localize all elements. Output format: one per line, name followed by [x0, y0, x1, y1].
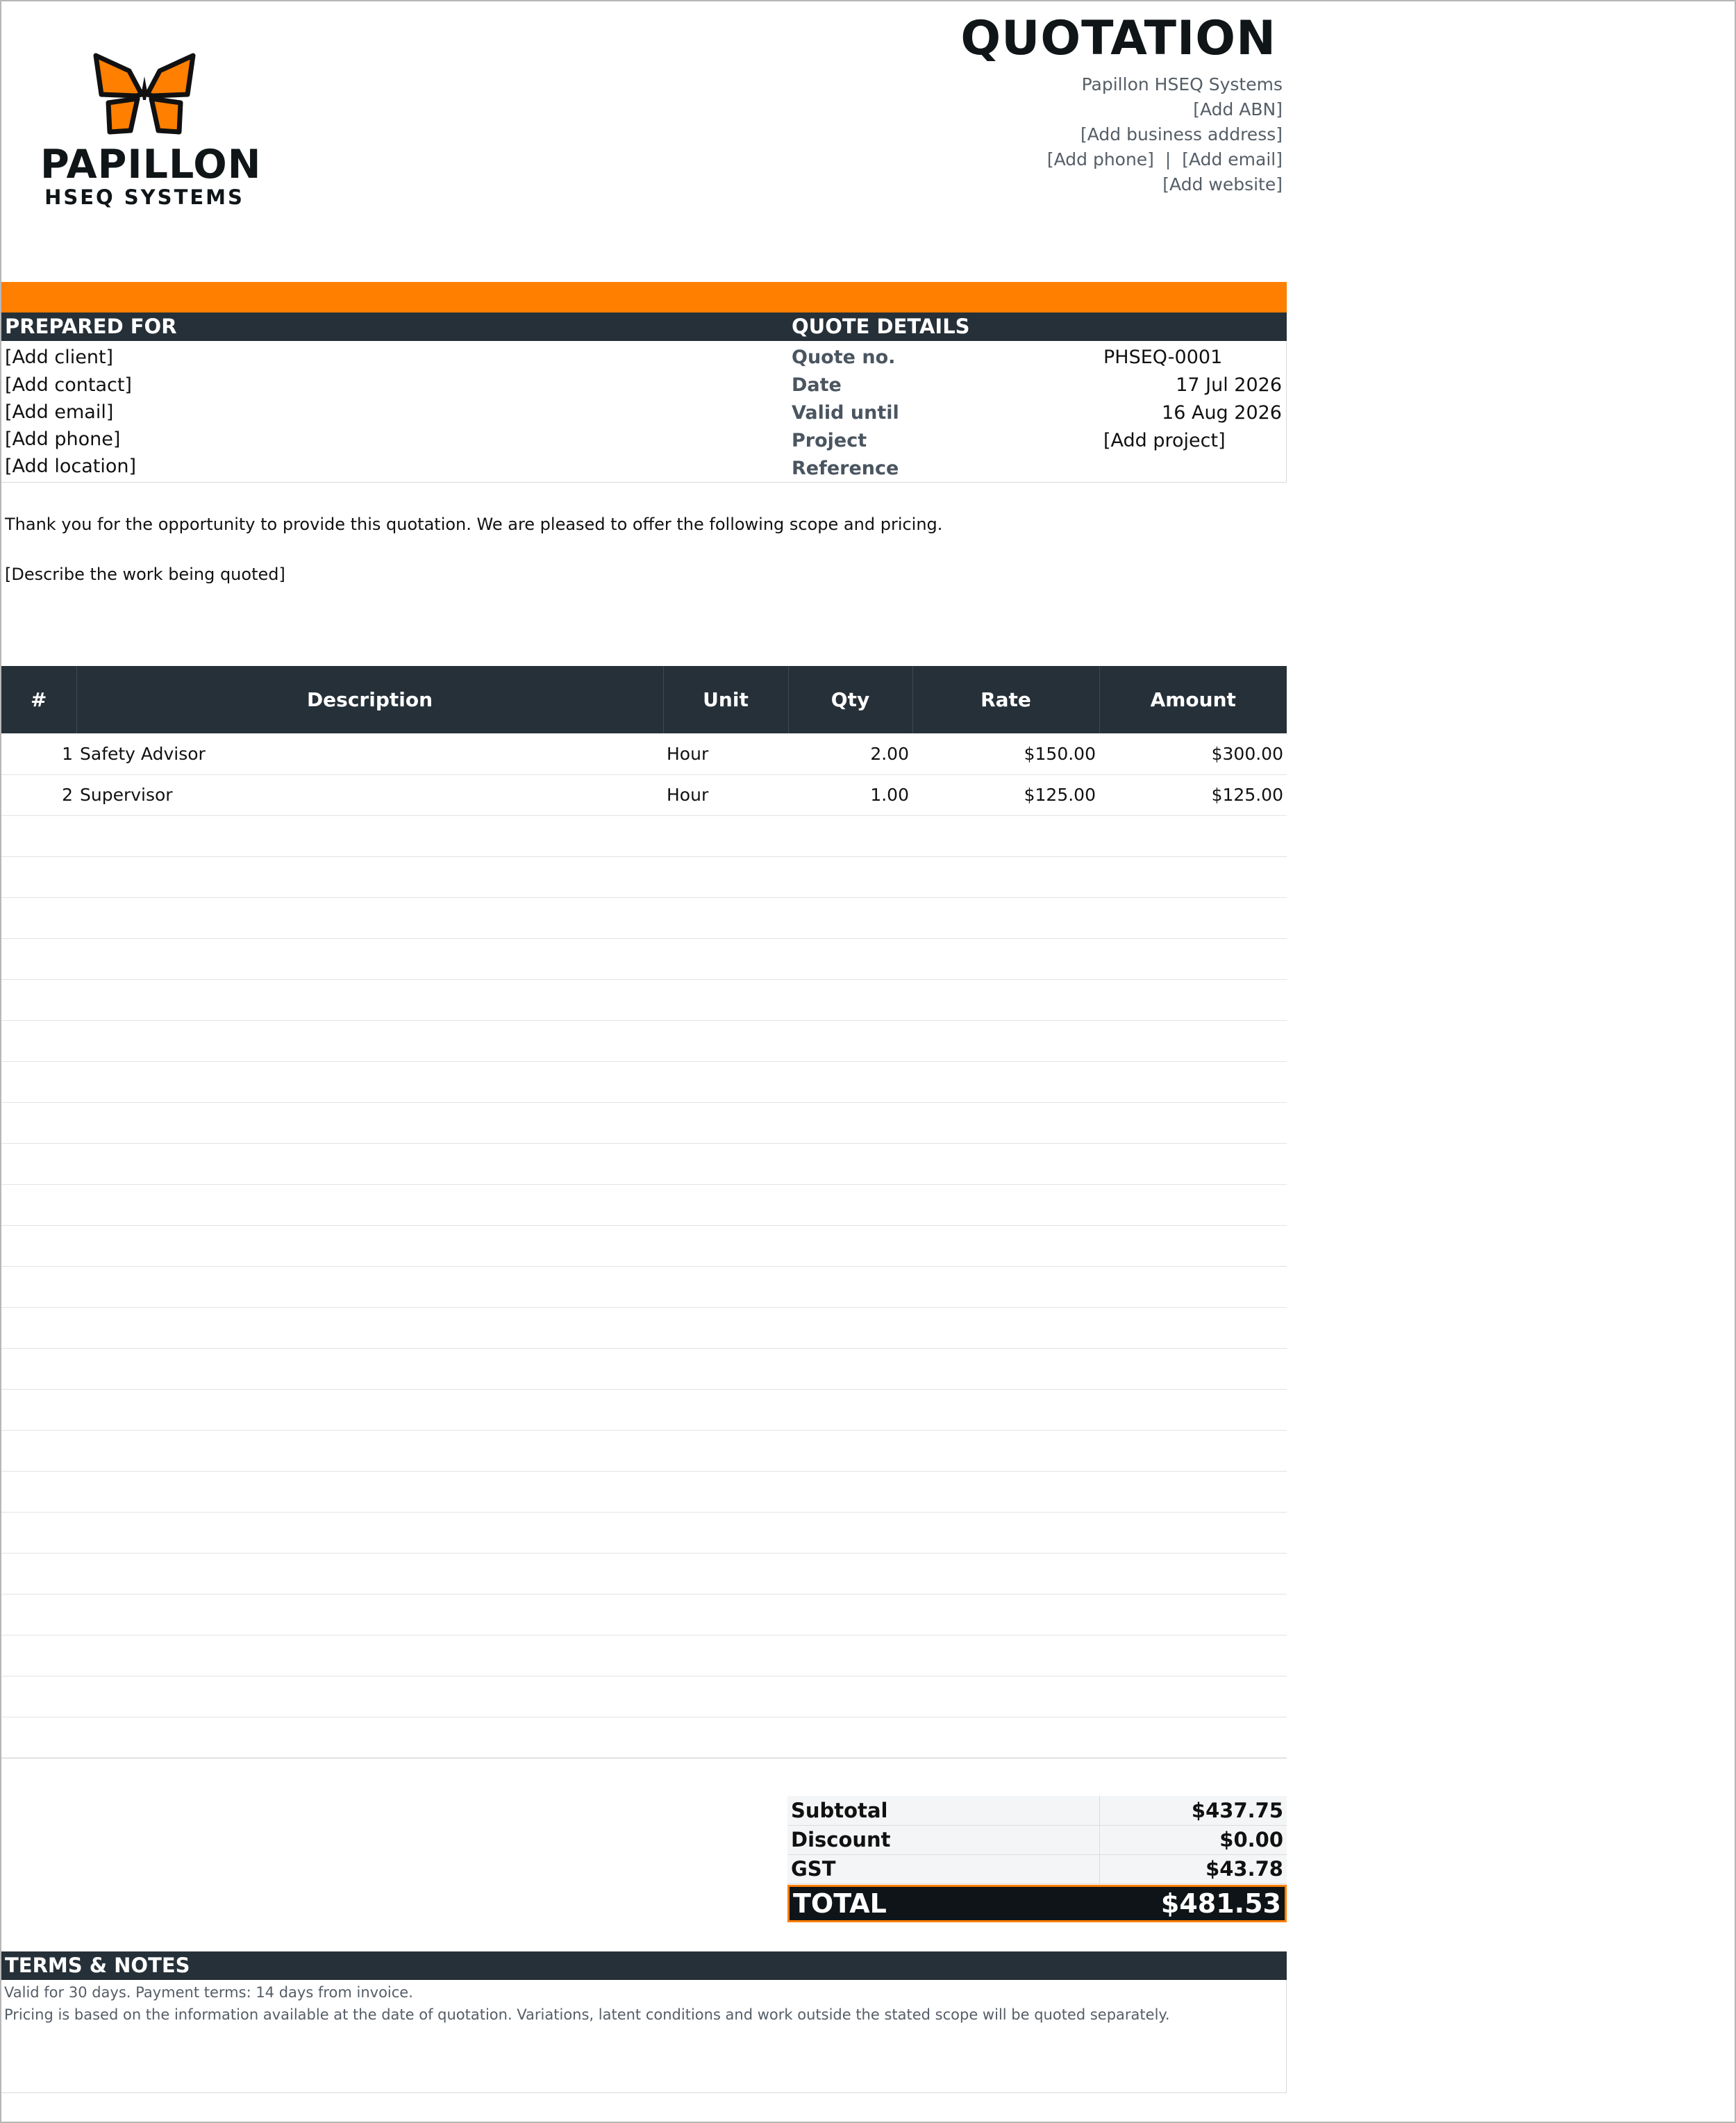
quote-details-heading: QUOTE DETAILS: [789, 313, 1287, 341]
gst-label: GST: [787, 1854, 1099, 1883]
item-amount[interactable]: [1099, 1225, 1287, 1266]
table-row: [1, 1307, 1287, 1348]
item-number[interactable]: [1, 1143, 76, 1184]
item-description[interactable]: [76, 1225, 663, 1266]
item-unit[interactable]: [663, 1471, 788, 1512]
table-row: [1, 815, 1287, 856]
item-description[interactable]: [76, 856, 663, 897]
item-rate[interactable]: [912, 1553, 1099, 1594]
item-description[interactable]: [76, 1717, 663, 1758]
table-row: [1, 1389, 1287, 1430]
item-qty[interactable]: [788, 1184, 912, 1225]
table-row: [1, 1061, 1287, 1102]
item-unit[interactable]: Hour: [663, 774, 788, 815]
item-number[interactable]: [1, 979, 76, 1020]
col-header-unit: Unit: [663, 666, 788, 733]
item-rate[interactable]: [912, 1143, 1099, 1184]
item-rate[interactable]: [912, 1184, 1099, 1225]
table-row: [1, 774, 1287, 815]
item-description[interactable]: Supervisor: [76, 774, 663, 815]
item-rate[interactable]: [912, 1061, 1099, 1102]
item-amount[interactable]: [1099, 1061, 1287, 1102]
table-row: [1, 1143, 1287, 1184]
subtotal-value: $437.75: [1099, 1796, 1287, 1825]
contact-field[interactable]: [Add contact]: [5, 374, 132, 396]
table-row: [1, 1635, 1287, 1676]
item-qty[interactable]: 1.00: [788, 774, 912, 815]
col-header-amount: Amount: [1099, 666, 1287, 733]
item-rate[interactable]: [912, 1307, 1099, 1348]
item-number[interactable]: [1, 1061, 76, 1102]
item-description[interactable]: [76, 1061, 663, 1102]
total-value: $481.53: [1160, 1888, 1281, 1919]
company-address: [Add business address]: [1080, 124, 1283, 144]
item-unit[interactable]: [663, 1020, 788, 1061]
item-unit[interactable]: [663, 1348, 788, 1389]
item-qty[interactable]: [788, 1471, 912, 1512]
item-qty[interactable]: [788, 1594, 912, 1635]
item-unit[interactable]: [663, 1143, 788, 1184]
company-email: [Add email]: [1182, 149, 1283, 169]
item-description[interactable]: [76, 1184, 663, 1225]
project-label: Project: [792, 430, 867, 451]
item-qty[interactable]: [788, 1389, 912, 1430]
item-description[interactable]: [76, 1635, 663, 1676]
terms-heading: TERMS & NOTES: [1, 1951, 1287, 1980]
line-items-table: [1, 666, 1287, 1758]
item-qty[interactable]: [788, 856, 912, 897]
table-row: [1, 897, 1287, 938]
item-description[interactable]: [76, 1676, 663, 1717]
item-description[interactable]: [76, 938, 663, 979]
item-number[interactable]: [1, 1717, 76, 1758]
item-rate[interactable]: $125.00: [912, 774, 1099, 815]
item-number[interactable]: [1, 815, 76, 856]
item-unit[interactable]: [663, 1553, 788, 1594]
table-row: [1, 938, 1287, 979]
item-number[interactable]: [1, 1676, 76, 1717]
table-row: [1, 1471, 1287, 1512]
item-number[interactable]: 2: [1, 774, 76, 815]
item-amount[interactable]: [1099, 1717, 1287, 1758]
item-amount[interactable]: [1099, 1348, 1287, 1389]
item-qty[interactable]: [788, 1143, 912, 1184]
item-amount[interactable]: [1099, 938, 1287, 979]
prepared-for-heading: PREPARED FOR: [1, 313, 789, 341]
item-rate[interactable]: [912, 1266, 1099, 1307]
item-rate[interactable]: [912, 815, 1099, 856]
item-rate[interactable]: [912, 856, 1099, 897]
item-description[interactable]: [76, 1471, 663, 1512]
subtotal-row: [787, 1796, 1287, 1825]
item-amount[interactable]: [1099, 856, 1287, 897]
item-qty[interactable]: [788, 1061, 912, 1102]
discount-value[interactable]: $0.00: [1099, 1825, 1287, 1854]
item-qty[interactable]: [788, 938, 912, 979]
gst-row: [787, 1854, 1287, 1883]
item-rate[interactable]: [912, 979, 1099, 1020]
item-unit[interactable]: [663, 938, 788, 979]
item-rate[interactable]: [912, 1389, 1099, 1430]
item-amount[interactable]: [1099, 897, 1287, 938]
item-amount[interactable]: [1099, 815, 1287, 856]
item-number[interactable]: [1, 1635, 76, 1676]
gst-value: $43.78: [1099, 1854, 1287, 1883]
item-rate[interactable]: [912, 1594, 1099, 1635]
item-amount[interactable]: [1099, 1430, 1287, 1471]
client-email-field[interactable]: [Add email]: [5, 401, 114, 423]
item-description[interactable]: [76, 1307, 663, 1348]
item-qty[interactable]: [788, 1430, 912, 1471]
item-number[interactable]: [1, 1348, 76, 1389]
item-rate[interactable]: [912, 1717, 1099, 1758]
item-rate[interactable]: [912, 1471, 1099, 1512]
item-unit[interactable]: Hour: [663, 733, 788, 774]
item-qty[interactable]: [788, 1553, 912, 1594]
company-abn: [Add ABN]: [1193, 99, 1283, 119]
item-rate[interactable]: [912, 1348, 1099, 1389]
item-number[interactable]: [1, 1512, 76, 1553]
info-section: [1, 313, 1287, 483]
logo-wordmark: PAPILLON: [40, 142, 262, 188]
table-header-row: [1, 666, 1287, 733]
item-description[interactable]: [76, 1512, 663, 1553]
item-amount[interactable]: [1099, 1020, 1287, 1061]
terms-line-2: Pricing is based on the information available at the date of quotation. Variations, latent conditions and work outside the stated scope will be quoted separately.: [4, 2006, 1170, 2023]
item-number[interactable]: [1, 1266, 76, 1307]
valid-until-value[interactable]: 16 Aug 2026: [1162, 402, 1282, 424]
item-qty[interactable]: [788, 1635, 912, 1676]
item-amount[interactable]: [1099, 1512, 1287, 1553]
item-unit[interactable]: [663, 1225, 788, 1266]
col-header-rate: Rate: [912, 666, 1099, 733]
terms-box[interactable]: [1, 1980, 1287, 2093]
company-details: [1047, 72, 1283, 197]
item-amount[interactable]: [1099, 1266, 1287, 1307]
item-description[interactable]: [76, 1143, 663, 1184]
item-unit[interactable]: [663, 1266, 788, 1307]
item-unit[interactable]: [663, 1676, 788, 1717]
item-amount[interactable]: [1099, 1102, 1287, 1143]
item-qty[interactable]: [788, 1348, 912, 1389]
item-qty[interactable]: [788, 1676, 912, 1717]
item-number[interactable]: 1: [1, 733, 76, 774]
item-description[interactable]: [76, 1102, 663, 1143]
item-qty[interactable]: [788, 1717, 912, 1758]
item-unit[interactable]: [663, 856, 788, 897]
total-label: TOTAL: [793, 1888, 887, 1919]
item-qty[interactable]: [788, 1266, 912, 1307]
item-description[interactable]: [76, 1266, 663, 1307]
item-description[interactable]: [76, 1348, 663, 1389]
item-qty[interactable]: [788, 1512, 912, 1553]
item-description[interactable]: [76, 897, 663, 938]
table-row: [1, 1717, 1287, 1758]
item-number[interactable]: [1, 1307, 76, 1348]
item-unit[interactable]: [663, 1430, 788, 1471]
item-rate[interactable]: [912, 1512, 1099, 1553]
line-items-body: [1, 733, 1287, 1758]
item-unit[interactable]: [663, 815, 788, 856]
item-amount[interactable]: [1099, 1635, 1287, 1676]
table-row: [1, 1102, 1287, 1143]
table-row: [1, 856, 1287, 897]
item-unit[interactable]: [663, 1635, 788, 1676]
item-amount[interactable]: [1099, 1676, 1287, 1717]
quote-no-label: Quote no.: [792, 347, 896, 368]
item-description[interactable]: [76, 1553, 663, 1594]
client-field[interactable]: [Add client]: [5, 347, 114, 368]
butterfly-icon: [89, 53, 200, 139]
project-value[interactable]: [Add project]: [1103, 430, 1226, 451]
item-qty[interactable]: [788, 897, 912, 938]
location-field[interactable]: [Add location]: [5, 456, 137, 477]
subtotal-label: Subtotal: [787, 1796, 1099, 1825]
item-unit[interactable]: [663, 1512, 788, 1553]
item-qty[interactable]: 2.00: [788, 733, 912, 774]
item-number[interactable]: [1, 1389, 76, 1430]
logo-subtitle: HSEQ SYSTEMS: [44, 185, 244, 209]
table-row: [1, 1348, 1287, 1389]
item-amount[interactable]: [1099, 1389, 1287, 1430]
item-number[interactable]: [1, 938, 76, 979]
item-number[interactable]: [1, 1020, 76, 1061]
company-name: Papillon HSEQ Systems: [1081, 74, 1283, 94]
col-header-description: Description: [76, 666, 663, 733]
item-rate[interactable]: [912, 1676, 1099, 1717]
item-unit[interactable]: [663, 1184, 788, 1225]
terms-line-1: Valid for 30 days. Payment terms: 14 days from invoice.: [4, 1984, 413, 2001]
reference-label: Reference: [792, 458, 899, 479]
item-number[interactable]: [1, 1553, 76, 1594]
item-number[interactable]: [1, 1594, 76, 1635]
item-unit[interactable]: [663, 979, 788, 1020]
date-value[interactable]: 17 Jul 2026: [1176, 374, 1282, 396]
discount-label: Discount: [787, 1825, 1099, 1854]
company-contact: [1047, 147, 1283, 172]
table-row: [1, 1184, 1287, 1225]
table-row: [1, 1594, 1287, 1635]
item-rate[interactable]: [912, 1225, 1099, 1266]
item-rate[interactable]: [912, 1020, 1099, 1061]
item-number[interactable]: [1, 1225, 76, 1266]
valid-until-label: Valid until: [792, 402, 899, 424]
totals-table: [787, 1796, 1287, 1884]
item-rate[interactable]: [912, 1430, 1099, 1471]
table-row: [1, 979, 1287, 1020]
contact-separator: |: [1165, 149, 1171, 169]
item-amount[interactable]: [1099, 1307, 1287, 1348]
item-unit[interactable]: [663, 1594, 788, 1635]
table-row: [1, 1266, 1287, 1307]
item-rate[interactable]: [912, 897, 1099, 938]
item-amount[interactable]: [1099, 1471, 1287, 1512]
date-label: Date: [792, 374, 842, 396]
table-row: [1, 1020, 1287, 1061]
table-row: [1, 1676, 1287, 1717]
item-description[interactable]: [76, 1389, 663, 1430]
item-number[interactable]: [1, 1184, 76, 1225]
item-unit[interactable]: [663, 897, 788, 938]
item-unit[interactable]: [663, 1389, 788, 1430]
item-unit[interactable]: [663, 1102, 788, 1143]
item-description[interactable]: [76, 979, 663, 1020]
company-website: [Add website]: [1162, 174, 1283, 194]
company-phone: [Add phone]: [1046, 149, 1154, 169]
item-qty[interactable]: [788, 979, 912, 1020]
item-amount[interactable]: [1099, 1184, 1287, 1225]
client-phone-field[interactable]: [Add phone]: [5, 428, 121, 450]
accent-bar: [1, 282, 1287, 313]
item-number[interactable]: [1, 856, 76, 897]
item-description[interactable]: [76, 1020, 663, 1061]
table-row: [1, 1225, 1287, 1266]
item-qty[interactable]: [788, 815, 912, 856]
table-row: [1, 1430, 1287, 1471]
item-unit[interactable]: [663, 1061, 788, 1102]
item-unit[interactable]: [663, 1717, 788, 1758]
item-number[interactable]: [1, 897, 76, 938]
item-qty[interactable]: [788, 1307, 912, 1348]
item-amount[interactable]: [1099, 1553, 1287, 1594]
scope-description[interactable]: [Describe the work being quoted]: [5, 565, 285, 584]
item-description[interactable]: [76, 1594, 663, 1635]
item-amount[interactable]: $300.00: [1099, 733, 1287, 774]
item-description[interactable]: [76, 815, 663, 856]
item-rate[interactable]: [912, 938, 1099, 979]
item-number[interactable]: [1, 1102, 76, 1143]
company-logo: [40, 53, 262, 213]
intro-text: Thank you for the opportunity to provide this quotation. We are pleased to offer the following scope and pricing.: [5, 515, 943, 534]
quote-no-value[interactable]: PHSEQ-0001: [1103, 347, 1223, 368]
item-qty[interactable]: [788, 1020, 912, 1061]
item-rate[interactable]: [912, 1102, 1099, 1143]
item-rate[interactable]: [912, 1635, 1099, 1676]
table-row: [1, 1553, 1287, 1594]
item-number[interactable]: [1, 1471, 76, 1512]
item-amount[interactable]: [1099, 1143, 1287, 1184]
discount-row: [787, 1825, 1287, 1854]
item-unit[interactable]: [663, 1307, 788, 1348]
document-title: QUOTATION: [960, 11, 1276, 66]
item-amount[interactable]: $125.00: [1099, 774, 1287, 815]
table-row: [1, 1512, 1287, 1553]
item-amount[interactable]: [1099, 1594, 1287, 1635]
item-description[interactable]: [76, 1430, 663, 1471]
table-row: [1, 733, 1287, 774]
item-qty[interactable]: [788, 1225, 912, 1266]
col-header-qty: Qty: [788, 666, 912, 733]
grand-total-box: [787, 1885, 1287, 1922]
item-qty[interactable]: [788, 1102, 912, 1143]
item-amount[interactable]: [1099, 979, 1287, 1020]
col-header-number: #: [1, 666, 76, 733]
item-rate[interactable]: $150.00: [912, 733, 1099, 774]
item-number[interactable]: [1, 1430, 76, 1471]
item-description[interactable]: Safety Advisor: [76, 733, 663, 774]
